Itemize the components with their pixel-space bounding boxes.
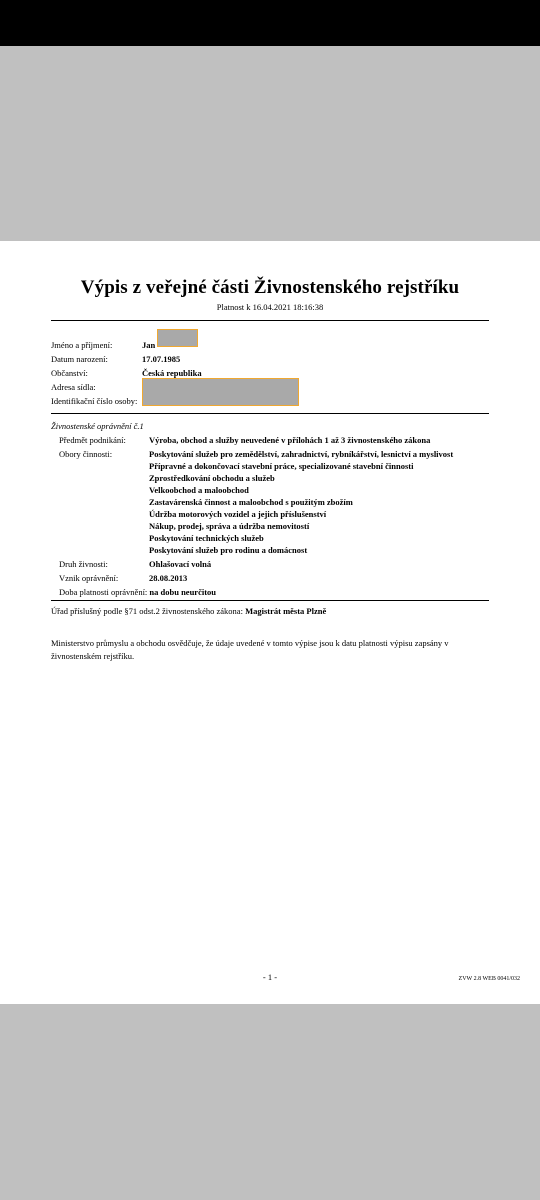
activity-item: Nákup, prodej, správa a údržba nemovitostí xyxy=(149,521,310,531)
office-row xyxy=(51,606,326,616)
citizenship-label: Občanství: xyxy=(51,368,88,378)
activity-item: Velkoobchod a maloobchod xyxy=(149,485,249,495)
divider xyxy=(51,320,489,321)
name-label: Jméno a příjmení: xyxy=(51,340,113,350)
activity-item: Poskytování technických služeb xyxy=(149,533,264,543)
status-bar xyxy=(0,0,540,46)
validity-label: Doba platnosti oprávnění: xyxy=(59,587,148,597)
fields-label: Obory činnosti: xyxy=(59,449,113,459)
activity-item: Údržba motorových vozidel a jejich příslušenství xyxy=(149,509,327,519)
origin-value: 28.08.2013 xyxy=(149,573,188,583)
name-value: Jan xyxy=(142,340,156,350)
activity-item: Zastavárenská činnost a maloobchod s použitým zbožím xyxy=(149,497,353,507)
document-page xyxy=(0,241,540,1004)
subject-label: Předmět podnikání: xyxy=(59,435,126,445)
office-value: Magistrát města Plzně xyxy=(245,606,327,616)
address-id-redaction xyxy=(142,378,299,406)
dob-label: Datum narození: xyxy=(51,354,108,364)
validity-value: na dobu neurčitou xyxy=(149,587,217,597)
origin-label: Vznik oprávnění: xyxy=(59,573,119,583)
office-label: Úřad příslušný podle §71 odst.2 živnostenského zákona: xyxy=(51,606,243,616)
type-label: Druh živnosti: xyxy=(59,559,108,569)
activity-item: Přípravné a dokončovací stavební práce, specializované stavební činnosti xyxy=(149,461,414,471)
activity-item: Poskytování služeb pro zemědělství, zahradnictví, rybníkářství, lesnictví a myslivost xyxy=(149,449,454,459)
type-value: Ohlašovací volná xyxy=(149,559,212,569)
dob-value: 17.07.1985 xyxy=(142,354,181,364)
name-redaction xyxy=(157,329,198,347)
validity-row xyxy=(59,587,216,597)
address-label: Adresa sídla: xyxy=(51,382,96,392)
page-number: - 1 - xyxy=(262,972,278,982)
divider xyxy=(51,600,489,601)
license-heading: Živnostenské oprávnění č.1 xyxy=(51,421,144,431)
id-label: Identifikační číslo osoby: xyxy=(51,396,138,406)
subject-value: Výroba, obchod a služby neuvedené v přílohách 1 až 3 živnostenského zákona xyxy=(149,435,431,445)
certification-text: Ministerstvo průmyslu a obchodu osvědčuje, že údaje uvedené v tomto výpise jsou k datu platnosti výpisu zapsány v živnostenském rejstříku. xyxy=(51,638,449,661)
document-code: ZVW 2.8 WEB 0041/032 xyxy=(458,976,520,982)
document-title: Výpis z veřejné části Živnostenského rejstříku xyxy=(80,277,460,298)
citizenship-value: Česká republika xyxy=(142,368,202,378)
divider xyxy=(51,413,489,414)
document-validity: Platnost k 16.04.2021 18:16:38 xyxy=(216,302,324,312)
activity-item: Poskytování služeb pro rodinu a domácnost xyxy=(149,545,308,555)
activity-item: Zprostředkování obchodu a služeb xyxy=(149,473,275,483)
